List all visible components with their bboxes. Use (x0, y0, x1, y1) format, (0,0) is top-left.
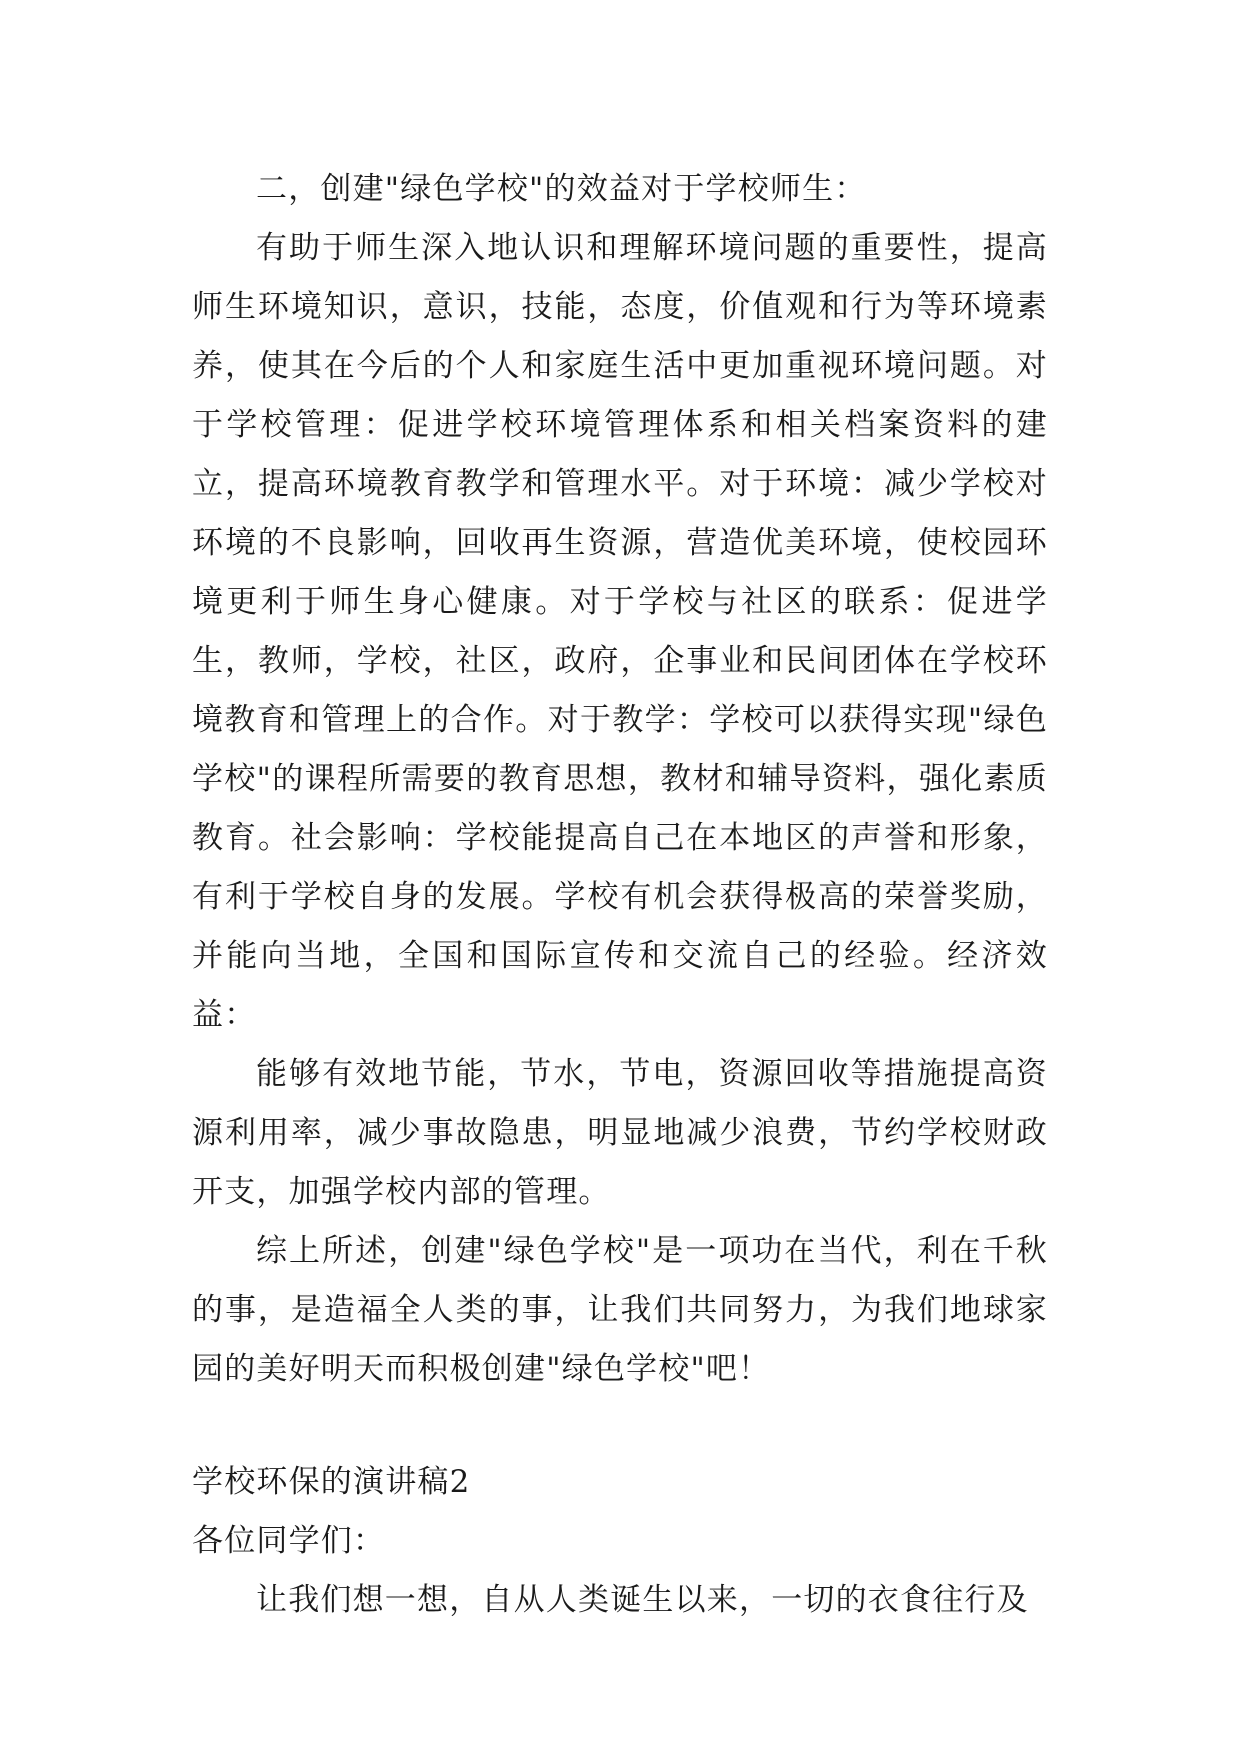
section-heading: 二，创建"绿色学校"的效益对于学校师生： (256, 171, 867, 207)
benefits-paragraph: 有助于师生深入地认识和理解环境问题的重要性，提高师生环境知识，意识，技能，态度，价值观和行为等环境素养，使其在今后的个人和家庭生活中更加重视环境问题。对于学校管理：促进学校环境管理体系和相关档案资料的建立，提高环境教育教学和管理水平。对于环境：减少学校对环境的不良影响，回收再生资源，营造优美环境，使校园环境更利于师生身心健康。对于学校与社区的联系：促进学生，教师，学校，社区，政府，企事业和民间团体在学校环境教育和管理上的合作。对于教学：学校可以获得实现"绿色学校"的课程所需要的教育思想，教材和辅导资料，强化素质教育。社会影响：学校能提高自己在本地区的声誉和形象，有利于学校自身的发展。学校有机会获得极高的荣誉奖励，并能向当地，全国和国际宣传和交流自己的经验。经济效益： (192, 230, 1048, 1033)
document-body (192, 160, 1048, 1630)
section-spacer (192, 1399, 1048, 1453)
salutation: 各位同学们： (192, 1523, 386, 1559)
speech-title: 学校环保的演讲稿2 (192, 1464, 471, 1500)
conclusion-paragraph: 综上所述，创建"绿色学校"是一项功在当代，利在千秋的事，是造福全人类的事，让我们共同努力，为我们地球家园的美好明天而积极创建"绿色学校"吧！ (192, 1233, 1048, 1387)
speech-opening-paragraph: 让我们想一想，自从人类诞生以来，一切的衣食往行及 (256, 1582, 1029, 1618)
economic-benefits-paragraph: 能够有效地节能，节水，节电，资源回收等措施提高资源利用率，减少事故隐患，明显地减少浪费，节约学校财政开支，加强学校内部的管理。 (192, 1056, 1048, 1210)
